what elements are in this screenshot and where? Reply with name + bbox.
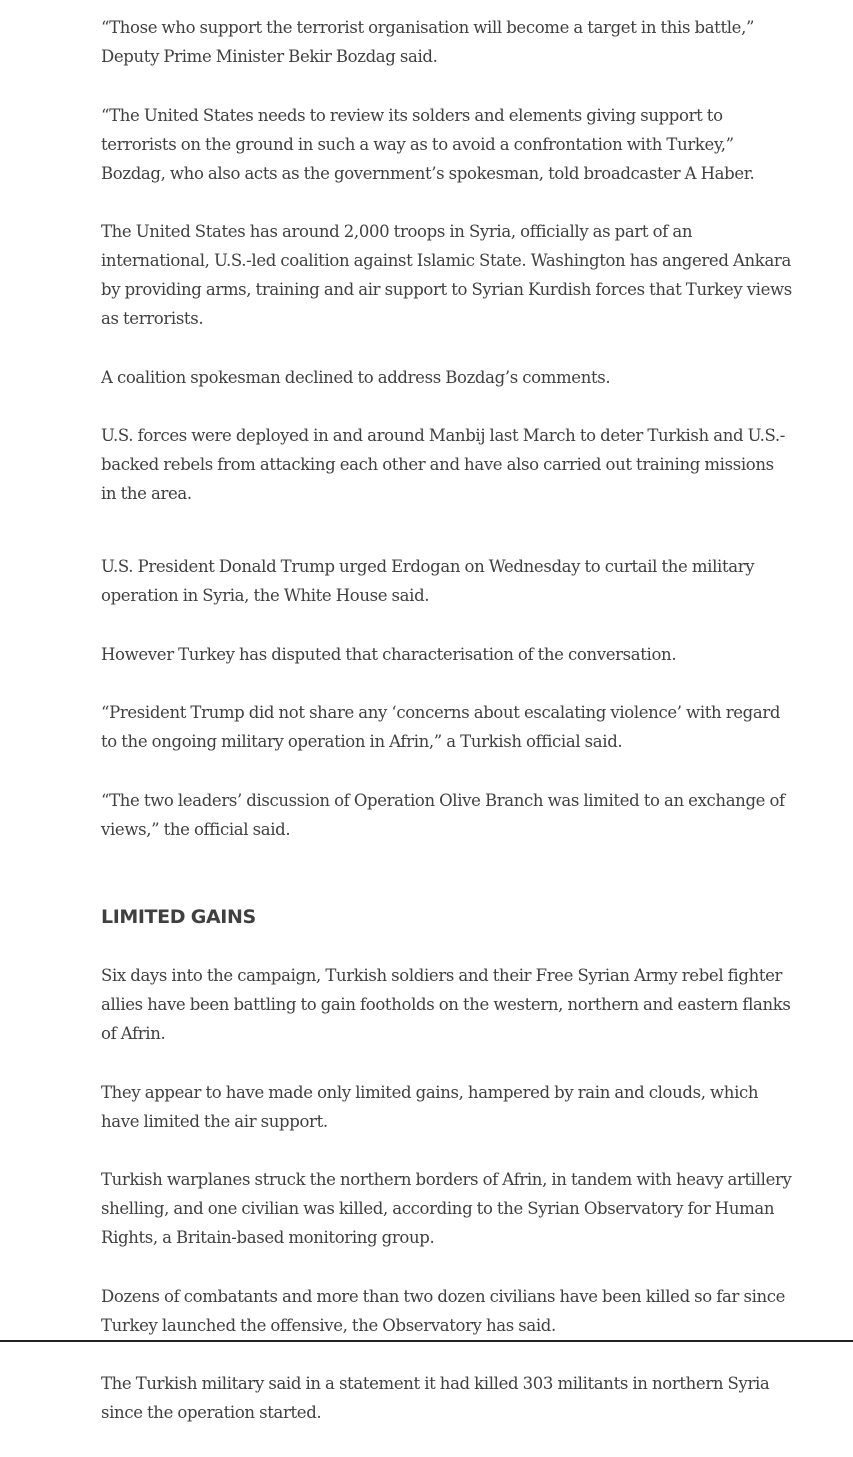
paragraph-six-days: Six days into the campaign, Turkish soldiers and their Free Syrian Army rebel fighter allies have been battling to gain footholds on the western, northern and eastern flanks of Afrin. [101, 966, 791, 1043]
section-heading: LIMITED GAINS [101, 905, 256, 928]
paragraph-coalition-spokesman: A coalition spokesman declined to address Bozdag’s comments. [101, 367, 611, 387]
paragraph-limited-gains: They appear to have made only limited gains, hampered by rain and clouds, which have limited the air support. [101, 1082, 759, 1131]
paragraph-militants-killed: The Turkish military said in a statement it had killed 303 militants in northern Syria since the operation started. [101, 1374, 770, 1422]
paragraph-turkish-official: “President Trump did not share any ‘concerns about escalating violence’ with regard to the ongoing military operation in Afrin,” a Turkish official said. [101, 703, 781, 751]
paragraph-warplanes: Turkish warplanes struck the northern borders of Afrin, in tandem with heavy artillery shelling, and one civilian was killed, according to the Syrian Observatory for Human Rights, a Britain-based monitoring group. [101, 1170, 792, 1247]
paragraph-olive-branch: “The two leaders’ discussion of Operation Olive Branch was limited to an exchange of views,” the official said. [101, 790, 785, 839]
paragraph-turkey-disputed: However Turkey has disputed that characterisation of the conversation. [101, 644, 677, 664]
paragraph-us-troops: The United States has around 2,000 troops in Syria, officially as part of an international, U.S.-led coalition against Islamic State. Washington has angered Ankara by providing arms, training and air support to Syrian Kurdish forces that Turkey views as terrorists. [101, 222, 792, 328]
paragraph-us-review: “The United States needs to review its solders and elements giving support to terrorists on the ground in such a way as to avoid a confrontation with Turkey,” Bozdag, who also acts as the government’s spokesman, told broadcaster A Haber. [101, 105, 755, 183]
paragraph-manbij: U.S. forces were deployed in and around Manbij last March to deter Turkish and U.S.-backed rebels from attacking each other and have also carried out training missions in the area. [101, 426, 785, 503]
paragraph-trump-urged: U.S. President Donald Trump urged Erdogan on Wednesday to curtail the military operation in Syria, the White House said. [101, 557, 755, 605]
paragraph-bozdag-quote: “Those who support the terrorist organisation will become a target in this battle,” Deputy Prime Minister Bekir Bozdag said. [101, 18, 755, 66]
paragraph-casualties: Dozens of combatants and more than two dozen civilians have been killed so far since Turkey launched the offensive, the Observatory has said. [101, 1286, 786, 1335]
article-body [101, 13, 793, 1457]
